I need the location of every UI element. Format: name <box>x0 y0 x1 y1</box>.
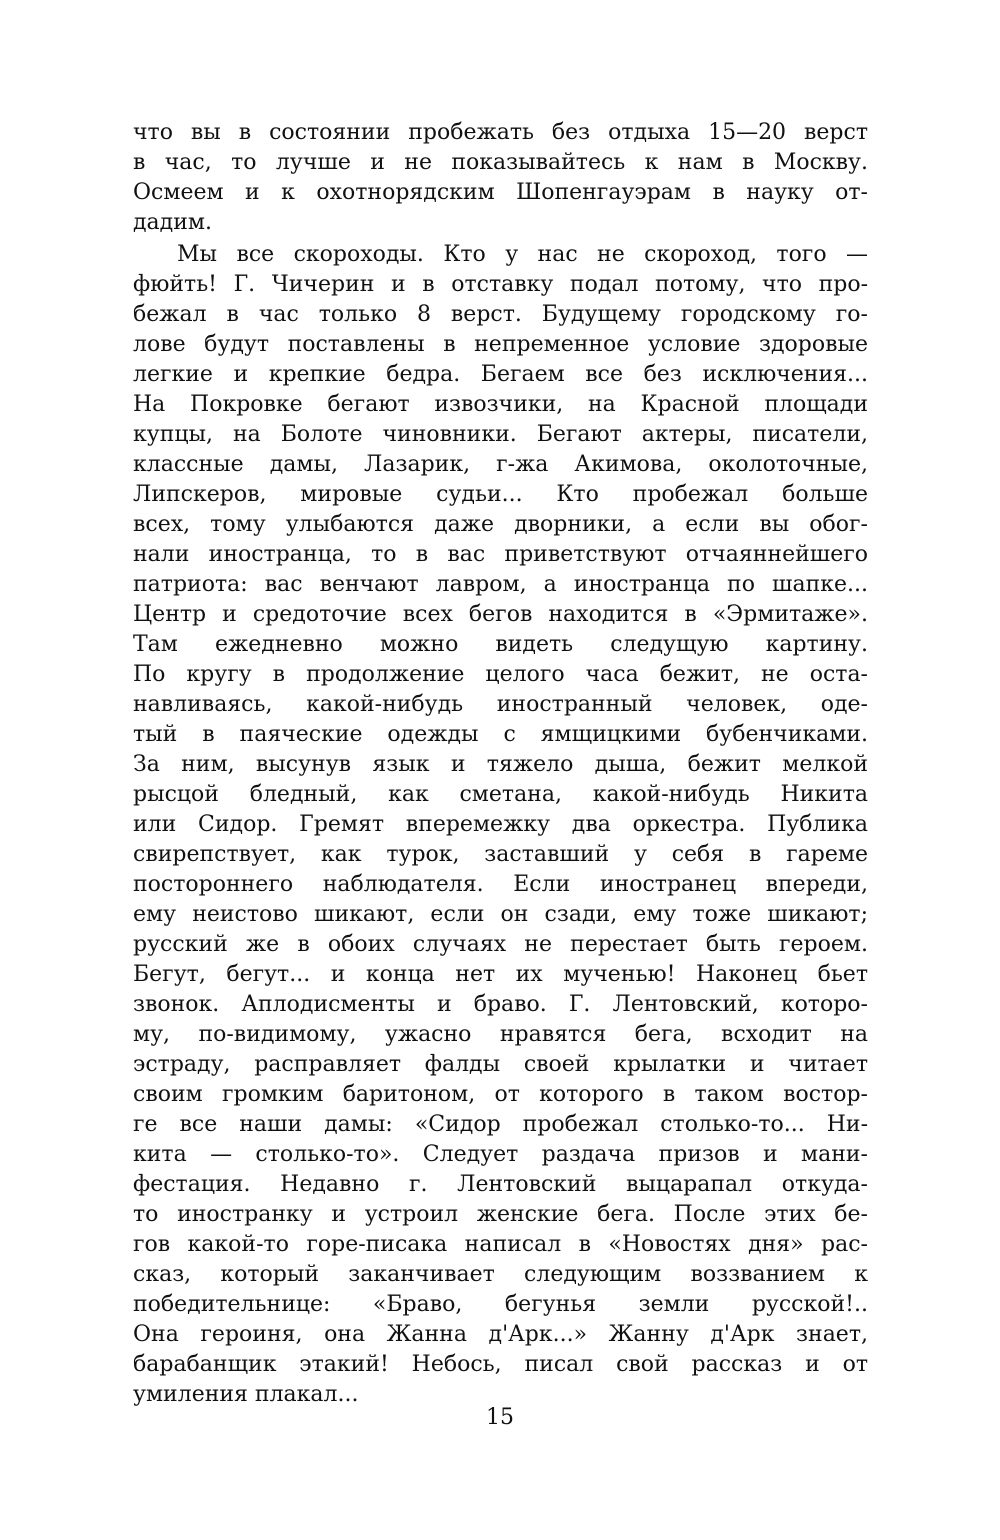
text-line: постороннего наблюдателя. Если иностранец впереди, <box>133 872 868 897</box>
text-line: На Покровке бегают извозчики, на Красной площади <box>133 392 868 417</box>
text-line: Центр и средоточие всех бегов находится в «Эрмитаже». <box>133 602 868 627</box>
text-line: бежал в час только 8 верст. Будущему городскому го- <box>133 302 868 327</box>
text-line: Мы все скороходы. Кто у нас не скороход, того — <box>177 242 868 267</box>
text-line: Осмеем и к охотнорядским Шопенгауэрам в науку от- <box>133 180 868 205</box>
text-line: Липскеров, мировые судьи... Кто пробежал больше <box>133 482 868 507</box>
text-line: лове будут поставлены в непременное условие здоровые <box>133 332 868 357</box>
text-line: свирепствует, как турок, заставший у себя в гареме <box>133 842 868 867</box>
text-line: русский же в обоих случаях не перестает быть героем. <box>133 932 868 957</box>
text-line: За ним, высунув язык и тяжело дыша, бежит мелкой <box>133 752 868 777</box>
text-line: Она героиня, она Жанна д'Арк...» Жанну д'Арк знает, <box>133 1322 868 1347</box>
body-text <box>133 118 868 1410</box>
text-line: барабанщик этакий! Небось, писал свой рассказ и от <box>133 1352 868 1377</box>
text-line: легкие и крепкие бедра. Бегаем все без исключения... <box>133 362 868 387</box>
text-line: победительнице: «Браво, бегунья земли русской!.. <box>133 1292 868 1317</box>
text-line: эстраду, расправляет фалды своей крылатки и читает <box>133 1052 868 1077</box>
text-line: гов какой-то горе-писака написал в «Новостях дня» рас- <box>133 1232 868 1257</box>
text-line: ге все наши дамы: «Сидор пробежал столько-то... Ни- <box>133 1112 868 1137</box>
text-line: По кругу в продолжение целого часа бежит, не оста- <box>133 662 868 687</box>
text-line: или Сидор. Гремят вперемежку два оркестра. Публика <box>133 812 868 837</box>
text-line: что вы в состоянии пробежать без отдыха 15—20 верст <box>133 120 868 145</box>
text-line: тый в паяческие одежды с ямщицкими бубенчиками. <box>133 722 868 747</box>
text-line: дадим. <box>133 210 212 235</box>
text-line: фестация. Недавно г. Лентовский выцарапал откуда- <box>133 1172 868 1197</box>
text-line: звонок. Аплодисменты и браво. Г. Лентовский, которо- <box>133 992 868 1017</box>
text-line: купцы, на Болоте чиновники. Бегают актеры, писатели, <box>133 422 868 447</box>
text-line: сказ, который заканчивает следующим воззванием к <box>133 1262 868 1287</box>
paragraph-1 <box>133 118 868 238</box>
page-number: 15 <box>486 1405 514 1430</box>
paragraph-2 <box>133 240 868 1410</box>
text-line: своим громким баритоном, от которого в таком востор- <box>133 1082 868 1107</box>
text-line: нали иностранца, то в вас приветствуют отчаяннейшего <box>133 542 868 567</box>
text-line: Там ежедневно можно видеть следущую картину. <box>133 632 868 657</box>
text-line: умиления плакал... <box>133 1382 359 1407</box>
text-line: патриота: вас венчают лавром, а иностранца по шапке... <box>133 572 868 597</box>
text-line: то иностранку и устроил женские бега. После этих бе- <box>133 1202 868 1227</box>
text-line: фюйть! Г. Чичерин и в отставку подал потому, что про- <box>133 272 868 297</box>
text-line: навливаясь, какой-нибудь иностранный человек, оде- <box>133 692 868 717</box>
text-line: кита — столько-то». Следует раздача призов и мани- <box>133 1142 868 1167</box>
text-line: му, по-видимому, ужасно нравятся бега, всходит на <box>133 1022 868 1047</box>
text-line: рысцой бледный, как сметана, какой-нибудь Никита <box>133 782 868 807</box>
text-line: всех, тому улыбаются даже дворники, а если вы обог- <box>133 512 868 537</box>
text-line: классные дамы, Лазарик, г-жа Акимова, околоточные, <box>133 452 868 477</box>
text-line: в час, то лучше и не показывайтесь к нам в Москву. <box>133 150 868 175</box>
text-line: Бегут, бегут... и конца нет их мученью! Наконец бьет <box>133 962 868 987</box>
text-line: ему неистово шикают, если он сзади, ему тоже шикают; <box>133 902 868 927</box>
